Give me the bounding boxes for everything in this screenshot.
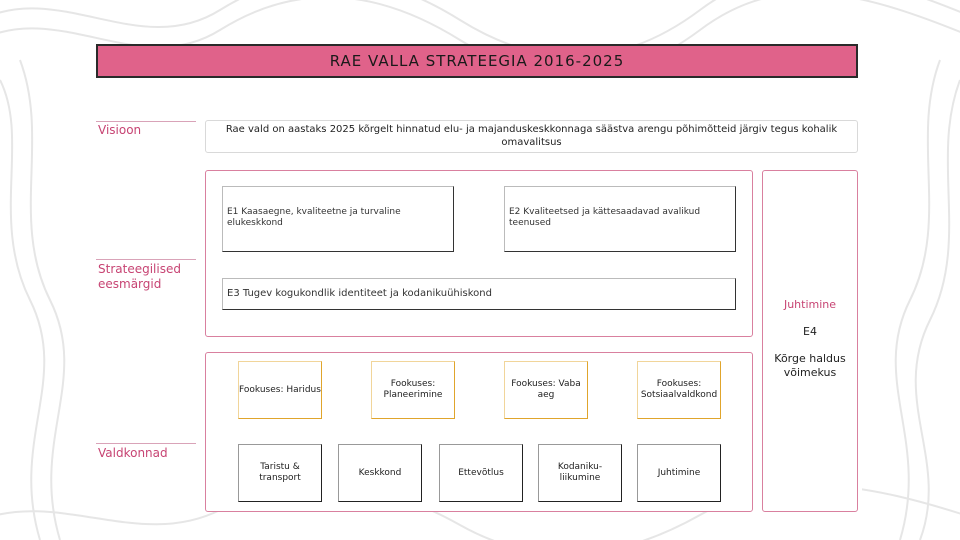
goal-e1: E1 Kaasaegne, kvaliteetne ja turvaline elukeskkond <box>222 186 454 252</box>
goal-e2: E2 Kvaliteetsed ja kättesaadavad avalikud teenused <box>504 186 736 252</box>
vision-statement: Rae vald on aastaks 2025 kõrgelt hinnatud elu- ja majanduskeskkonnaga säästva arengu põhimõtteid järgiv tegus kohalik omavalitsus <box>205 120 858 153</box>
management-heading: Juhtimine <box>783 298 837 311</box>
row-divider-areas <box>96 443 196 444</box>
row-divider-vision <box>96 121 196 122</box>
row-label-areas: Valdkonnad <box>98 446 168 460</box>
management-code: E4 <box>803 325 817 338</box>
goal-e3: E3 Tugev kogukondlik identiteet ja kodanikuühiskond <box>222 278 736 310</box>
area-box-management: Juhtimine <box>637 444 721 502</box>
management-column <box>762 170 858 512</box>
area-box-infrastructure: Taristu & transport <box>238 444 322 502</box>
area-box-entrepreneurship: Ettevõtlus <box>439 444 523 502</box>
management-text: Kõrge haldus võimekus <box>774 352 846 379</box>
focus-box-leisure: Fookuses: Vaba aeg <box>504 361 588 419</box>
row-divider-goals <box>96 259 196 260</box>
area-box-environment: Keskkond <box>338 444 422 502</box>
page-title: RAE VALLA STRATEEGIA 2016-2025 <box>96 44 858 78</box>
focus-box-education: Fookuses: Haridus <box>238 361 322 419</box>
focus-box-planning: Fookuses: Planeerimine <box>371 361 455 419</box>
row-label-vision: Visioon <box>98 123 142 137</box>
row-label-goals: Strateegilised eesmärgid <box>98 262 181 291</box>
area-box-civic-movement: Kodaniku-liikumine <box>538 444 622 502</box>
focus-box-social: Fookuses: Sotsiaalvaldkond <box>637 361 721 419</box>
